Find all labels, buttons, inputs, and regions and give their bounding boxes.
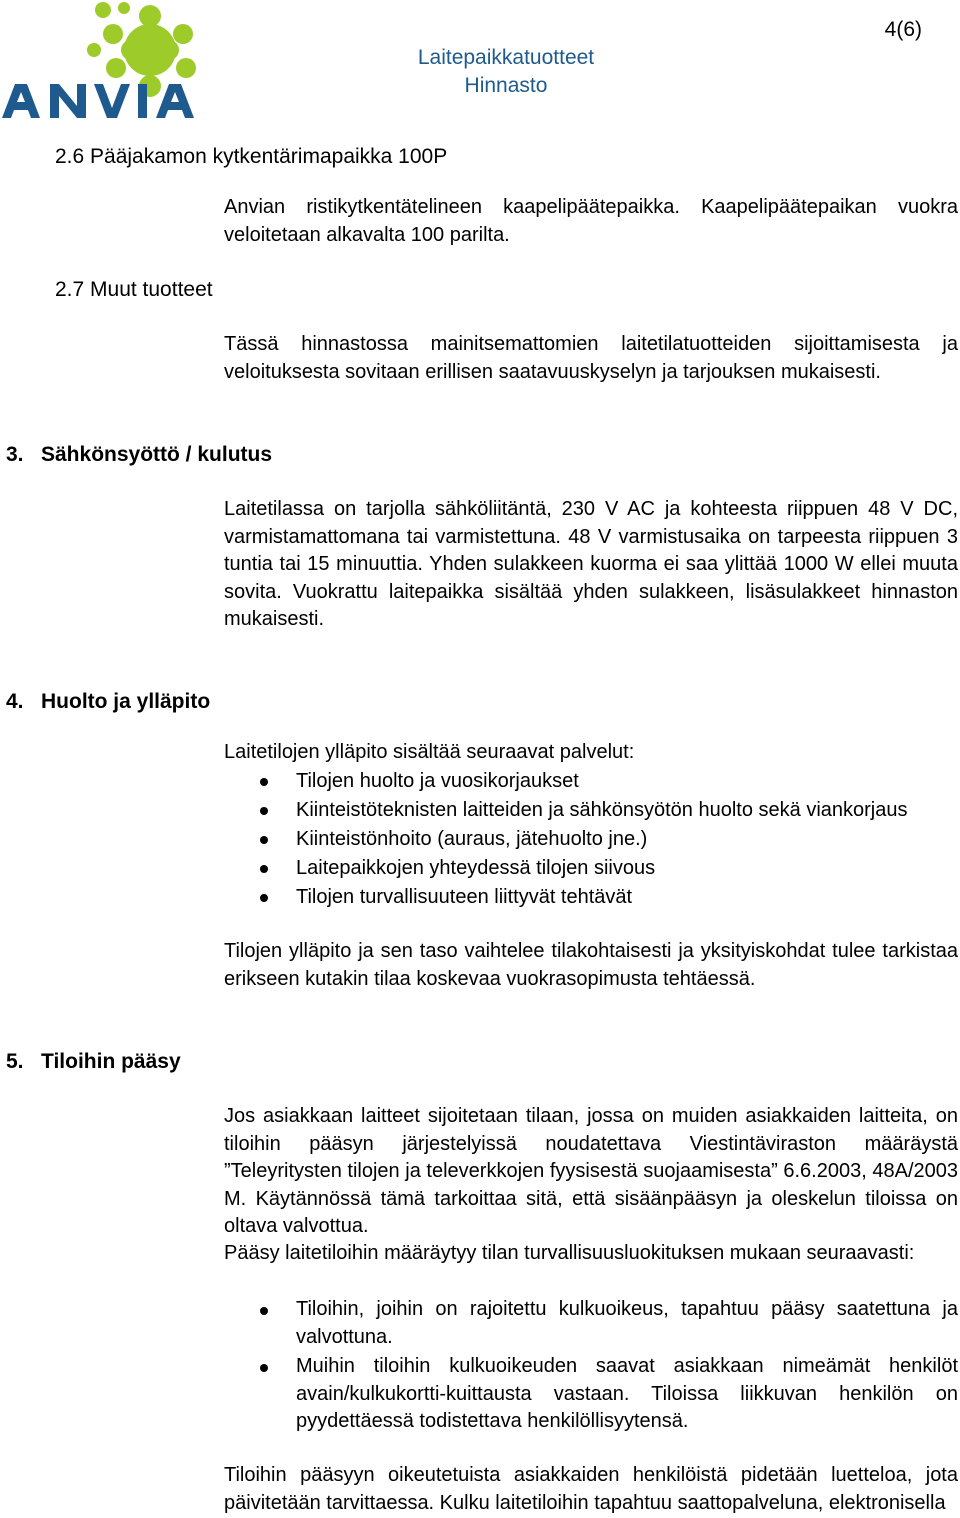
section-2-7-body: Tässä hinnastossa mainitsemattomien laitetilatuotteiden sijoittamisesta ja veloituksesta sovitaan erillisen saatavuuskyselyn ja tarjouksen mukaisesti. — [224, 333, 958, 383]
section-2-7-heading: 2.7 Muut tuotteet — [55, 278, 213, 301]
anvia-logo — [0, 0, 205, 122]
section-4-number: 4. — [6, 690, 24, 713]
bullet-icon — [260, 807, 268, 815]
list-item: Kiinteistöteknisten laitteiden ja sähkönsyötön huolto sekä viankorjaus — [224, 796, 958, 825]
bullet-icon — [260, 836, 268, 844]
section-4-intro: Laitetilojen ylläpito sisältää seuraavat palvelut: — [224, 741, 635, 763]
bullet-icon — [260, 894, 268, 902]
bullet-icon — [260, 865, 268, 873]
logo-wordmark — [2, 84, 194, 118]
section-5-number: 5. — [6, 1050, 24, 1073]
bullet-icon — [260, 1307, 268, 1315]
list-item: Muihin tiloihin kulkuoikeuden saavat asiakkaan nimeämät henkilöt avain/kulkukortti-kuittausta vastaan. Tiloissa liikkuvan henkilön on pyydettäessä todistettava henkilöllisyytensä. — [224, 1353, 958, 1436]
section-5-body-1: Jos asiakkaan laitteet sijoitetaan tilaan, jossa on muiden asiakkaiden laitteita, on tiloihin pääsyn järjestelyissä noudatettava Viestintäviraston määräystä ”Teleyritysten tilojen ja televerkkojen fyysisestä suojaamisesta” 6.6.2003, 48A/2003 M. Käytännössä tämä tarkoittaa sitä, että sisäänpääsyn ja oleskelun tiloissa on oltava valvottua. — [224, 1105, 958, 1237]
list-item: Kiinteistönhoito (auraus, jätehuolto jne.) — [224, 825, 958, 854]
section-2-6-body: Anvian ristikytkentätelineen kaapelipäätepaikka. Kaapelipäätepaikan vuokra veloitetaan alkavalta 100 parilta. — [224, 196, 958, 246]
document-subtitle: Hinnasto — [464, 74, 548, 97]
section-3-body: Laitetilassa on tarjolla sähköliitäntä, 230 V AC ja kohteesta riippuen 48 V DC, varmistamattomana tai varmistettuna. 48 V varmistusaika on tarpeesta riippuen 3 tuntia tai 15 minuuttia. Yhden sulakkeen kuorma ei saa ylittää 1000 W ellei muuta sovita. Vuokrattu laitepaikka sisältää yhden sulakkeen, lisäsulakkeet hinnaston mukaisesti. — [224, 498, 958, 630]
section-5-body-2: Pääsy laitetiloihin määräytyy tilan turvallisuusluokituksen mukaan seuraavasti: — [224, 1242, 915, 1264]
document-title: Laitepaikkatuotteet — [417, 46, 595, 69]
list-item: Tilojen turvallisuuteen liittyvät tehtävät — [224, 883, 958, 912]
section-2-6-heading: 2.6 Pääjakamon kytkentärimapaikka 100P — [55, 145, 448, 168]
section-5-body-3: Tiloihin pääsyyn oikeutetuista asiakkaiden henkilöistä pidetään luetteloa, jota päivitetään tarvittaessa. Kulku laitetiloihin tapahtuu saattopalveluna, elektronisella — [224, 1464, 958, 1514]
section-4-bullet-list — [224, 767, 958, 912]
section-3-heading: Sähkönsyöttö / kulutus — [41, 443, 273, 466]
logo-mark — [87, 2, 196, 97]
list-item: Laitepaikkojen yhteydessä tilojen siivous — [224, 854, 958, 883]
page-number: 4(6) — [884, 18, 922, 41]
list-item: Tiloihin, joihin on rajoitettu kulkuoikeus, tapahtuu pääsy saatettuna ja valvottuna. — [224, 1296, 958, 1351]
section-5-bullet-list — [224, 1296, 958, 1438]
section-4-outro: Tilojen ylläpito ja sen taso vaihtelee tilakohtaisesti ja yksityiskohdat tulee tarkistaa erikseen kutakin tilaa koskevaa vuokrasopimusta tehtäessä. — [224, 940, 958, 990]
bullet-icon — [260, 1364, 268, 1372]
bullet-icon — [260, 778, 268, 786]
section-5-heading: Tiloihin pääsy — [41, 1050, 181, 1073]
list-item: Tilojen huolto ja vuosikorjaukset — [224, 767, 958, 796]
section-4-heading: Huolto ja ylläpito — [41, 690, 211, 713]
section-3-number: 3. — [6, 443, 24, 466]
